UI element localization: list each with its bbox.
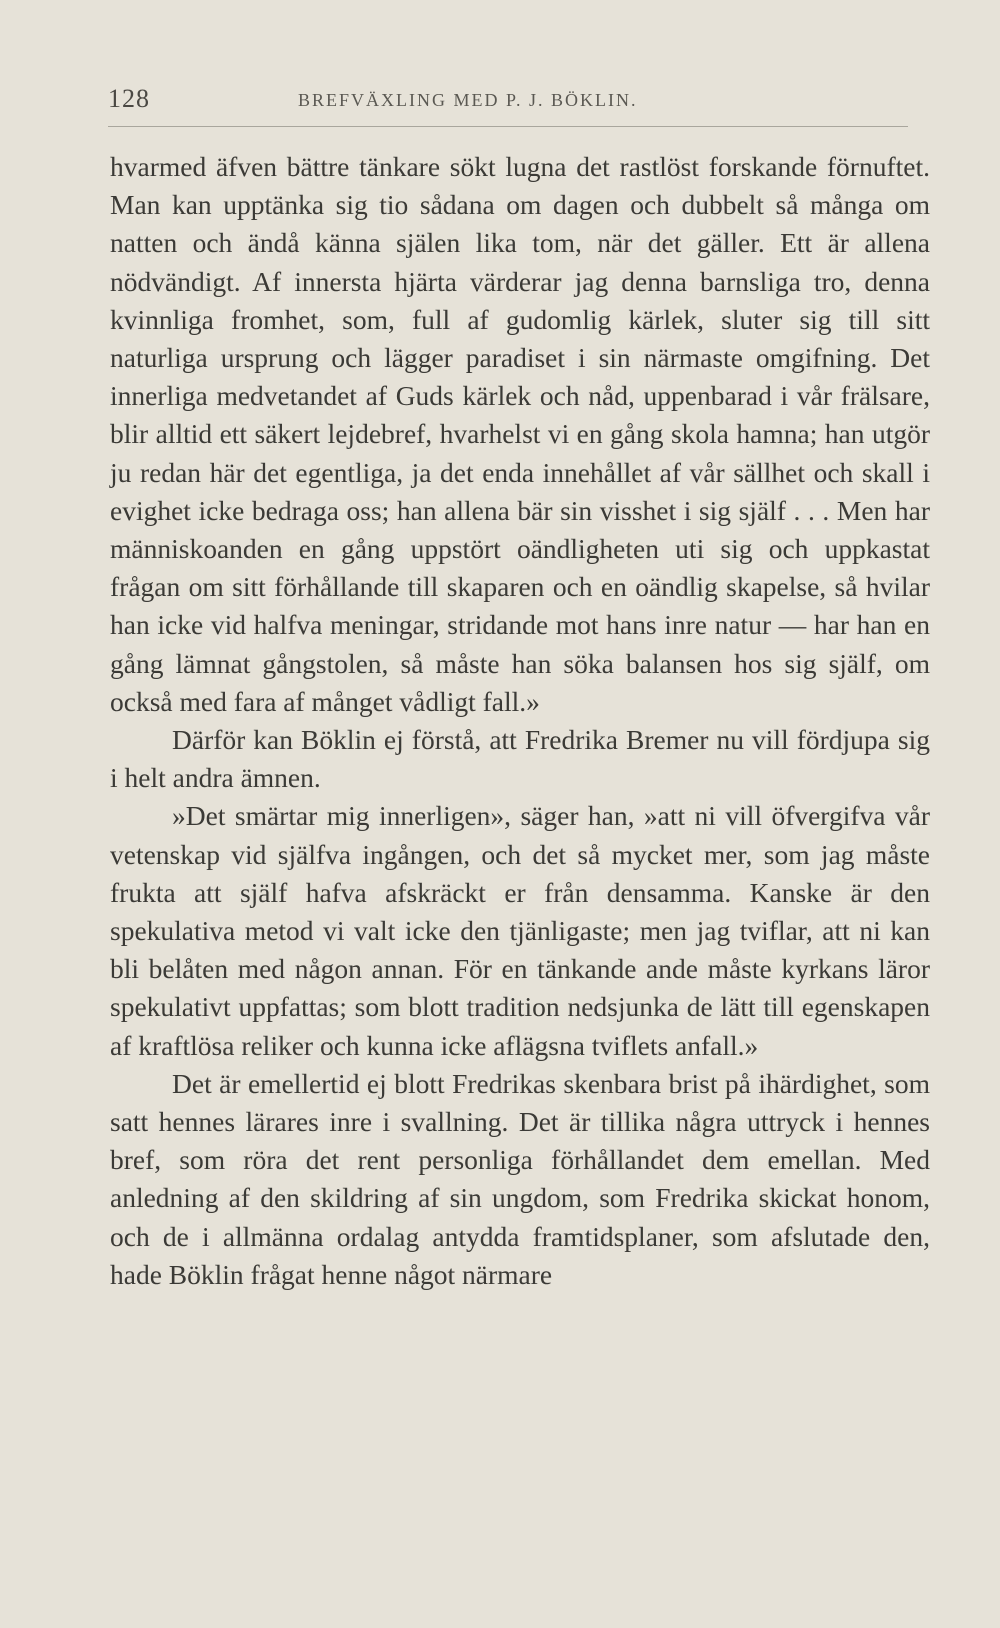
- page-header: [108, 84, 908, 124]
- paragraph-2: Därför kan Böklin ej förstå, att Fredrika Bremer nu vill fördjupa sig i helt andra ämnen.: [110, 724, 930, 794]
- paragraph-1: hvarmed äfven bättre tänkare sökt lugna det rastlöst forskande förnuftet. Man kan upptänka sig tio sådana om dagen och dubbelt så många om natten och ändå känna själen lika tom, när det gäller. Ett är allena nödvändigt. Af innersta hjärta värderar jag denna barnsliga tro, denna kvinnliga fromhet, som, full af gudomlig kärlek, sluter sig till sitt naturliga ursprung och lägger paradiset i sin närmaste omgifning. Det innerliga medvetandet af Guds kärlek och nåd, uppenbarad i vår frälsare, blir alltid ett säkert lejdebref, hvarhelst vi en gång skola hamna; han utgör ju redan här det egentliga, ja det enda innehållet af vår sällhet och skall i evighet icke bedraga oss; han allena bär sin visshet i sig själf . . . Men har människoanden en gång uppstört oändligheten uti sig och uppkastat frågan om sitt förhållande till skaparen och en oändlig skapelse, så hvilar han icke vid halfva meningar, stridande mot hans inre natur — har han en gång lämnat gångstolen, så måste han söka balansen hos sig själf, om också med fara af månget vådligt fall.»: [110, 151, 930, 717]
- header-rule: [108, 126, 908, 127]
- body-text: [110, 148, 930, 1294]
- paragraph-3: »Det smärtar mig innerligen», säger han, »att ni vill öfvergifva vår vetenskap vid själfva ingången, och det så mycket mer, som jag måste frukta att själf hafva afskräckt er från densamma. Kanske är den spekulativa metod vi valt icke den tjänligaste; men jag tviflar, att ni kan bli belåten med någon annan. För en tänkande ande måste kyrkans läror spekulativt uppfattas; som blott tradition nedsjunka de lätt till egenskapen af kraftlösa reliker och kunna icke aflägsna tviflets anfall.»: [110, 800, 930, 1061]
- page-number: 128: [108, 84, 150, 113]
- running-title: BREFVÄXLING MED P. J. BÖKLIN.: [298, 90, 638, 110]
- paragraph-4: Det är emellertid ej blott Fredrikas skenbara brist på ihärdighet, som satt hennes lärares inre i svallning. Det är tillika några uttryck i hennes bref, som röra det rent personliga förhållandet dem emellan. Med anledning af den skildring af sin ungdom, som Fredrika skickat honom, och de i allmänna ordalag antydda framtidsplaner, som afslutade den, hade Böklin frågat henne något närmare: [110, 1067, 930, 1290]
